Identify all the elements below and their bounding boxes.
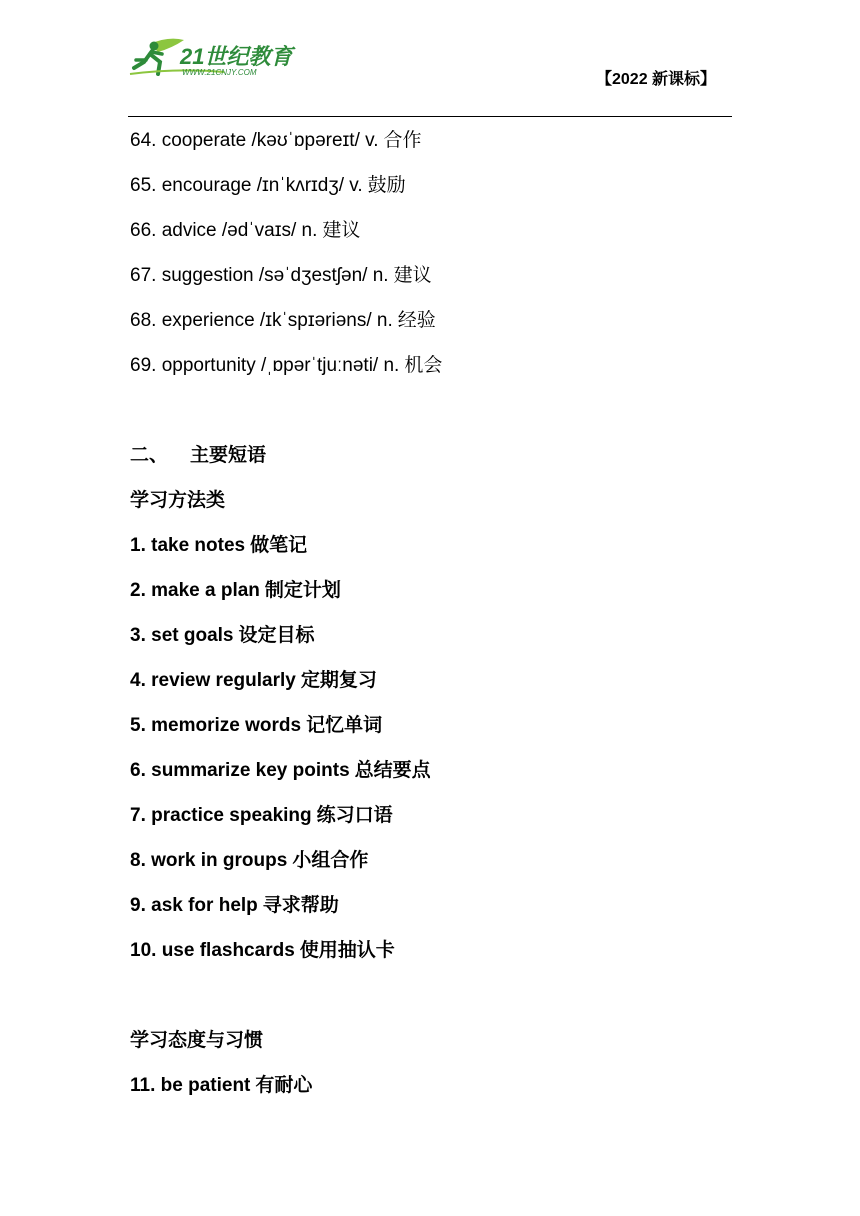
vocab-item xyxy=(130,264,432,288)
vocab-term: 64. cooperate /kəʊˈɒpəreɪt/ v. xyxy=(130,130,379,151)
vocab-meaning: 机会 xyxy=(404,355,443,376)
vocab-term: 67. suggestion /səˈdʒestʃən/ n. xyxy=(130,265,389,286)
phrase-zh: 记忆单词 xyxy=(306,715,383,736)
phrase-zh: 小组合作 xyxy=(292,850,369,871)
phrase-item xyxy=(130,534,307,558)
vocab-item xyxy=(130,219,360,243)
site-logo xyxy=(128,34,308,84)
section-title: 主要短语 xyxy=(190,445,267,466)
section-heading xyxy=(130,444,266,468)
phrase-en: 9. ask for help xyxy=(130,895,258,916)
vocab-item xyxy=(130,354,442,378)
vocab-meaning: 合作 xyxy=(383,130,422,151)
section-number: 二、 xyxy=(130,445,169,466)
phrase-zh: 定期复习 xyxy=(300,670,377,691)
logo-url: WWW.21CNJY.COM xyxy=(182,68,257,77)
curriculum-tag: 【2022 新课标】 xyxy=(596,71,717,88)
phrase-en: 7. practice speaking xyxy=(130,805,312,826)
vocab-meaning: 建议 xyxy=(322,220,361,241)
phrase-en: 8. work in groups xyxy=(130,850,288,871)
vocab-meaning: 鼓励 xyxy=(367,175,406,196)
phrase-item xyxy=(130,624,315,648)
phrase-item xyxy=(130,939,395,963)
phrase-item xyxy=(130,804,393,828)
phrase-zh: 制定计划 xyxy=(264,580,341,601)
phrase-item xyxy=(130,669,377,693)
logo-title: 21世纪教育 xyxy=(180,44,293,69)
phrase-zh: 总结要点 xyxy=(354,760,431,781)
phrase-item xyxy=(130,849,368,873)
phrase-item xyxy=(130,714,382,738)
vocab-meaning: 建议 xyxy=(393,265,432,286)
vocab-term: 66. advice /ədˈvaɪs/ n. xyxy=(130,220,318,241)
phrase-en: 11. be patient xyxy=(130,1075,251,1096)
phrase-zh: 做笔记 xyxy=(250,535,308,556)
phrase-item xyxy=(130,579,341,603)
vocab-item xyxy=(130,129,422,153)
phrase-en: 1. take notes xyxy=(130,535,246,556)
phrase-item xyxy=(130,1074,312,1098)
vocab-term: 65. encourage /ɪnˈkʌrɪdʒ/ v. xyxy=(130,175,363,196)
phrase-en: 10. use flashcards xyxy=(130,940,295,961)
vocab-item xyxy=(130,309,436,333)
vocab-meaning: 经验 xyxy=(397,310,436,331)
phrase-en: 6. summarize key points xyxy=(130,760,350,781)
category-heading: 学习态度与习惯 xyxy=(130,1030,264,1051)
phrase-zh: 使用抽认卡 xyxy=(299,940,395,961)
category-heading: 学习方法类 xyxy=(130,490,226,511)
header-divider xyxy=(128,116,732,117)
phrase-en: 5. memorize words xyxy=(130,715,302,736)
page-header xyxy=(0,0,860,118)
phrase-zh: 有耐心 xyxy=(255,1075,313,1096)
phrase-zh: 寻求帮助 xyxy=(262,895,339,916)
phrase-en: 4. review regularly xyxy=(130,670,296,691)
vocab-item xyxy=(130,174,406,198)
phrase-en: 2. make a plan xyxy=(130,580,260,601)
phrase-en: 3. set goals xyxy=(130,625,234,646)
phrase-zh: 设定目标 xyxy=(238,625,315,646)
vocab-term: 69. opportunity /ˌɒpərˈtjuːnəti/ n. xyxy=(130,355,400,376)
phrase-item xyxy=(130,759,431,783)
vocab-term: 68. experience /ɪkˈspɪəriəns/ n. xyxy=(130,310,393,331)
phrase-item xyxy=(130,894,339,918)
phrase-zh: 练习口语 xyxy=(316,805,393,826)
